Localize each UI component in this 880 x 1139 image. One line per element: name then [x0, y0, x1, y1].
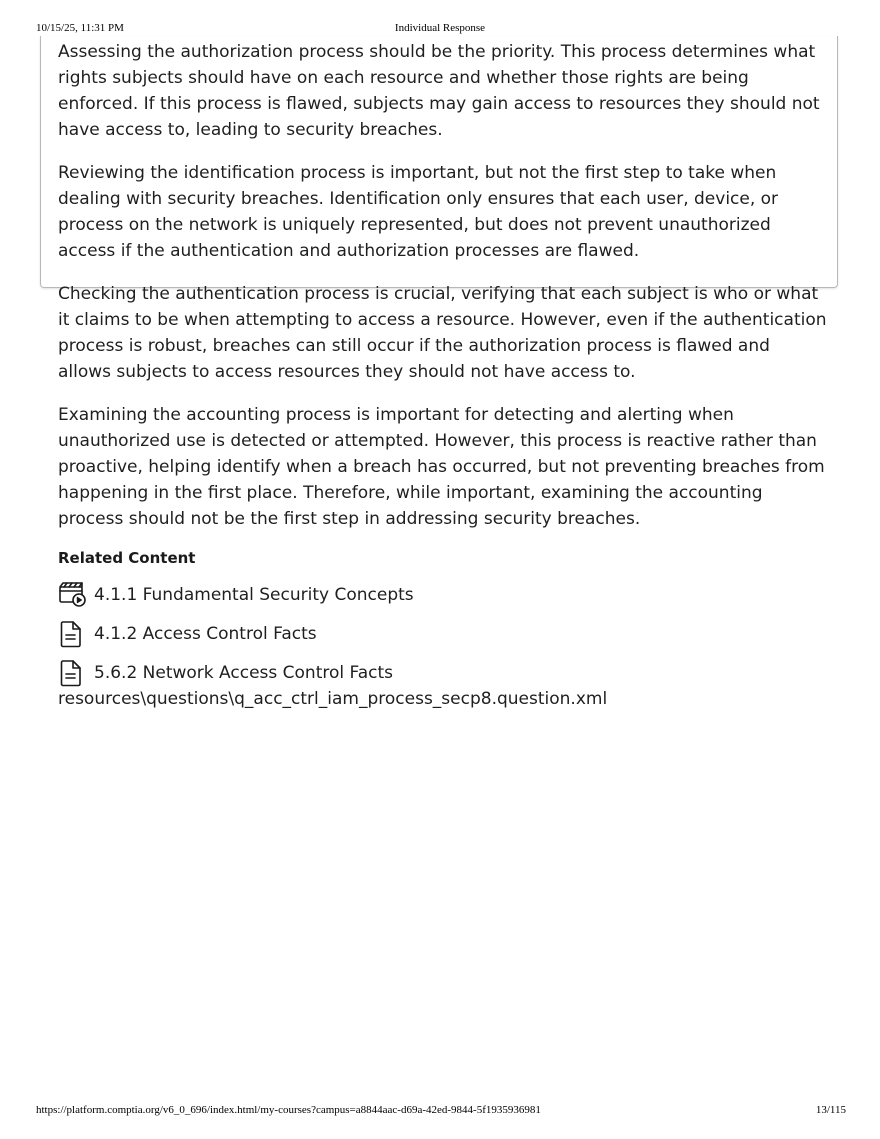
print-title: Individual Response: [394, 22, 486, 34]
related-item-access-control-facts[interactable]: [58, 620, 317, 648]
related-content-heading: Related Content: [58, 549, 196, 567]
print-url: https://platform.comptia.org/v6_0_696/index.html/my-courses?campus=a8844aac-d69a-42ed-9844-5f1935936981: [36, 1104, 541, 1116]
explanation-paragraph-identification: Reviewing the identification process is important, but not the first step to take when dealing with security breaches. Identification only ensures that each user, device, or process on the network is uniquely represented, but does not prevent unauthorized access if the authentication and authorization processes are flawed.: [58, 163, 779, 261]
question-resource-path: resources\questions\q_acc_ctrl_iam_process_secp8.question.xml: [58, 689, 608, 709]
print-page-number: 13/115: [815, 1104, 846, 1116]
print-datetime: 10/15/25, 11:31 PM: [36, 22, 124, 34]
document-icon: [58, 659, 88, 687]
explanation-paragraph-authentication: Checking the authentication process is crucial, verifying that each subject is who or what it claims to be when attempting to access a resource. However, even if the authentication process is robust, breaches can still occur if the authorization process is flawed and allows subjects to access resources they should not have access to.: [58, 284, 827, 382]
related-item-label: 4.1.1 Fundamental Security Concepts: [94, 585, 414, 605]
explanation-paragraph-accounting: Examining the accounting process is important for detecting and alerting when unauthorized use is detected or attempted. However, this process is reactive rather than proactive, helping identify when a breach has occurred, but not preventing breaches from happening in the first place. Therefore, while important, examining the accounting process should not be the first step in addressing security breaches.: [58, 405, 825, 529]
document-icon: [58, 620, 88, 648]
related-item-network-access-control-facts[interactable]: [58, 659, 393, 687]
related-item-label: 4.1.2 Access Control Facts: [94, 624, 317, 644]
related-item-fundamental-security-concepts[interactable]: [58, 581, 414, 609]
related-item-label: 5.6.2 Network Access Control Facts: [94, 663, 394, 683]
explanation-paragraph-authorization: Assessing the authorization process should be the priority. This process determines what rights subjects should have on each resource and whether those rights are being enforced. If this process is flawed, subjects may gain access to resources they should not have access to, leading to security breaches.: [58, 42, 820, 140]
video-icon: [58, 581, 88, 609]
